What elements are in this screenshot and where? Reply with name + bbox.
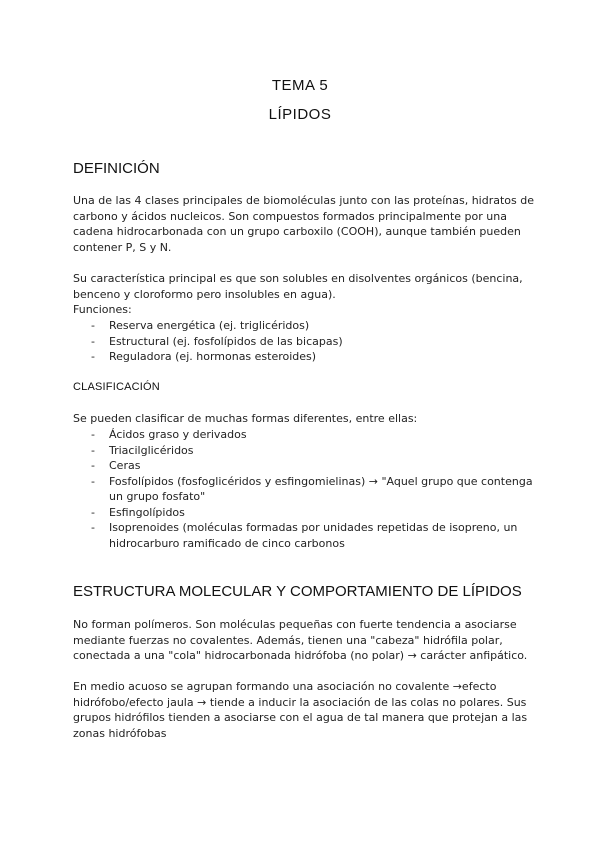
tema-number: TEMA 5 (271, 77, 329, 94)
estructura-paragraph-2: En medio acuoso se agrupan formando una asociación no covalente →efecto hidrófobo/efecto jaula → tiende a inducir la asociación de las colas no polares. Sus grupos hidrófilos tienden a asociarse con el agua de tal manera que protejan a las zonas hidrófobas (73, 680, 528, 740)
list-item: - Isoprenoides (moléculas formadas por unidades repetidas de isopreno, un hidrocarburo ramificado de cinco carbonos (73, 520, 543, 551)
list-item: - Estructural (ej. fosfolípidos de las bicapas) (73, 334, 543, 350)
definicion-paragraph-2: Su característica principal es que son solubles en disolventes orgánicos (bencina, benceno y cloroformo pero insolubles en agua). (73, 272, 523, 301)
funciones-list (73, 318, 543, 365)
heading-clasificacion: CLASIFICACIÓN (73, 381, 160, 393)
list-item: - Ácidos graso y derivados (73, 427, 543, 443)
list-item: - Esfingolípidos (73, 505, 543, 521)
funciones-label: Funciones: (73, 303, 132, 316)
clasificacion-intro: Se pueden clasificar de muchas formas diferentes, entre ellas: (73, 412, 418, 425)
heading-definicion: DEFINICIÓN (73, 160, 160, 177)
heading-estructura: ESTRUCTURA MOLECULAR Y COMPORTAMIENTO DE LÍPIDOS (73, 583, 522, 600)
definicion-paragraph-1: Una de las 4 clases principales de biomoléculas junto con las proteínas, hidratos de carbono y ácidos nucleicos. Son compuestos formados principalmente por una cadena hidrocarbonada con un grupo carboxilo (COOH), aunque también pueden contener P, S y N. (73, 194, 535, 254)
list-item: - Reserva energética (ej. triglicéridos) (73, 318, 543, 334)
list-item: - Fosfolípidos (fosfoglicéridos y esfingomielinas) → "Aquel grupo que contenga un grupo fosfato" (73, 474, 543, 505)
list-item: - Ceras (73, 458, 543, 474)
estructura-paragraph-1: No forman polímeros. Son moléculas pequeñas con fuerte tendencia a asociarse mediante fuerzas no covalentes. Además, tienen una "cabeza" hidrófila polar, conectada a una "cola" hidrocarbonada hidrófoba (no polar) → carácter anfipático. (73, 618, 528, 662)
list-item: - Reguladora (ej. hormonas esteroides) (73, 349, 543, 365)
page-title: LÍPIDOS (268, 106, 332, 123)
clasificacion-list (73, 427, 543, 551)
list-item: - Triacilglicéridos (73, 443, 543, 459)
